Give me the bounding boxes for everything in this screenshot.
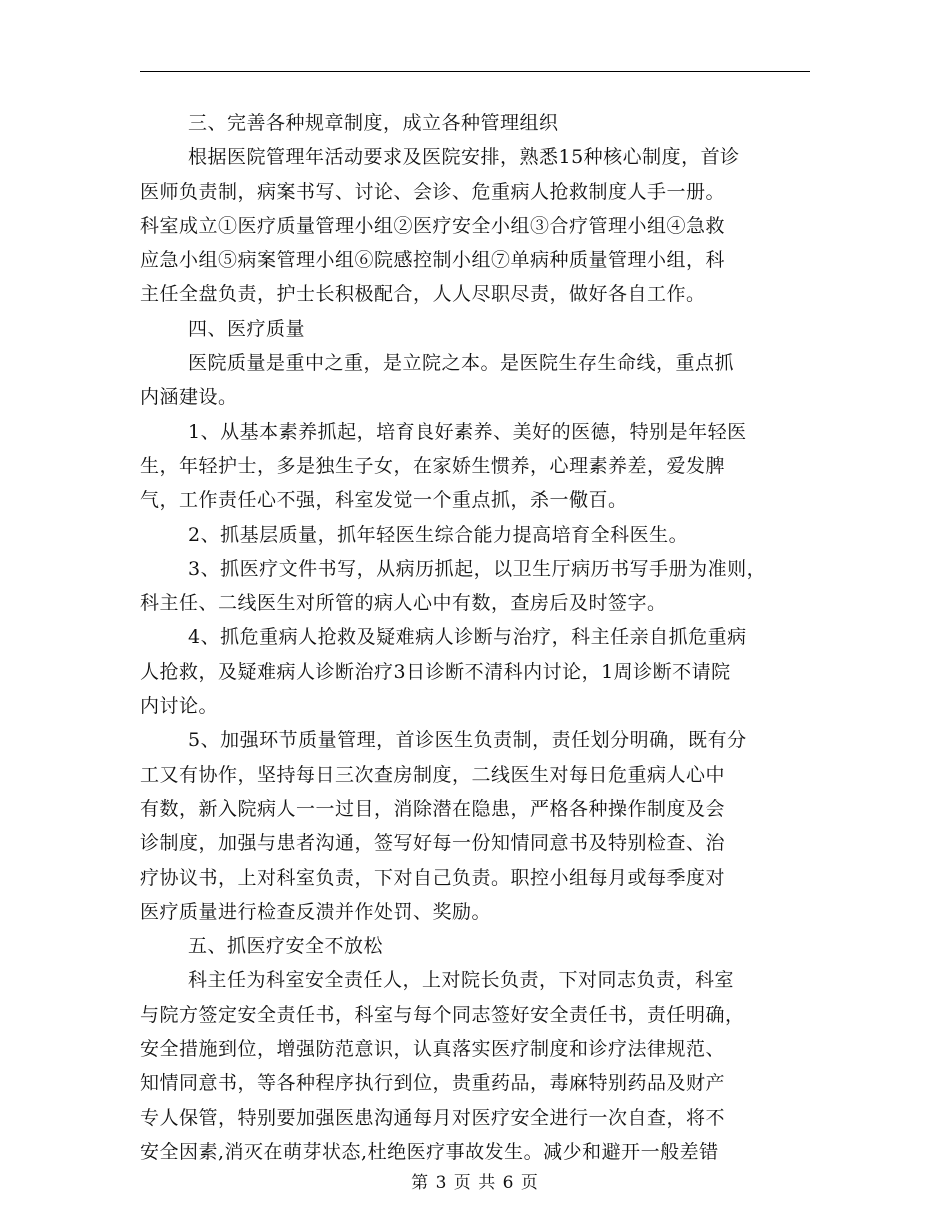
text-line: 医师负责制，病案书写、讨论、会诊、危重病人抢救制度人手一册。 bbox=[140, 180, 726, 203]
text-line: 根据医院管理年活动要求及医院安排，熟悉15种核心制度，首诊 bbox=[188, 146, 740, 169]
text-line: 科室成立①医疗质量管理小组②医疗安全小组③合疗管理小组④急救 bbox=[140, 214, 726, 237]
text-line: 应急小组⑤病案管理小组⑥院感控制小组⑦单病种质量管理小组，科 bbox=[140, 249, 726, 272]
text-line: 安全措施到位，增强防范意识，认真落实医疗制度和诊疗法律规范、 bbox=[140, 1038, 726, 1061]
text-line: 专人保管，特别要加强医患沟通每月对医疗安全进行一次自查，将不 bbox=[140, 1106, 726, 1129]
text-line: 科主任、二线医生对所管的病人心中有数，查房后及时签字。 bbox=[140, 592, 667, 615]
text-line: 疗协议书，上对科室负责，下对自己负责。职控小组每月或每季度对 bbox=[140, 866, 726, 889]
text-line: 医疗质量进行检查反溃并作处罚、奖励。 bbox=[140, 900, 492, 923]
text-line: 三、完善各种规章制度，成立各种管理组织 bbox=[188, 112, 559, 134]
text-line: 主任全盘负责，护士长积极配合，人人尽职尽责，做好各自工作。 bbox=[140, 283, 706, 306]
text-line: 内涵建设。 bbox=[140, 386, 238, 409]
text-line: 气，工作责任心不强，科室发觉一个重点抓，杀一儆百。 bbox=[140, 489, 628, 512]
text-line: 5、加强环节质量管理，首诊医生负责制，责任划分明确，既有分 bbox=[188, 729, 747, 752]
text-line: 人抢救，及疑难病人诊断治疗3日诊断不清科内讨论，1周诊断不请院 bbox=[140, 660, 731, 683]
text-line: 与院方签定安全责任书，科室与每个同志签好安全责任书，责任明确， bbox=[140, 1003, 745, 1026]
text-line: 知情同意书，等各种程序执行到位，贵重药品，毒麻特别药品及财产 bbox=[140, 1072, 726, 1095]
text-line: 2、抓基层质量，抓年轻医生综合能力提高培育全科医生。 bbox=[188, 523, 689, 546]
text-line: 医院质量是重中之重，是立院之本。是医院生存生命线，重点抓 bbox=[188, 352, 735, 375]
text-line: 五、抓医疗安全不放松 bbox=[188, 935, 384, 958]
text-line: 安全因素,消灭在萌芽状态,杜绝医疗事故发生。减少和避开一般差错 bbox=[140, 1140, 719, 1163]
text-line: 工又有协作，坚持每日三次查房制度，二线医生对每日危重病人心中 bbox=[140, 763, 726, 786]
document-body bbox=[140, 106, 810, 1169]
text-line: 1、从基本素养抓起，培育良好素养、美好的医德，特别是年轻医 bbox=[188, 420, 747, 443]
text-line: 诊制度，加强与患者沟通，签写好每一份知情同意书及特别检查、治 bbox=[140, 832, 726, 855]
text-line: 内讨论。 bbox=[140, 695, 219, 718]
text-line: 生，年轻护士，多是独生子女，在家娇生惯养，心理素养差，爱发脾 bbox=[140, 454, 726, 477]
page-footer: 第 3 页 共 6 页 bbox=[411, 1173, 539, 1193]
header-rule bbox=[140, 71, 810, 72]
text-line: 3、抓医疗文件书写，从病历抓起，以卫生厅病历书写手册为准则， bbox=[188, 557, 767, 580]
text-line: 有数，新入院病人一一过目，消除潜在隐患，严格各种操作制度及会 bbox=[140, 797, 726, 820]
text-line: 4、抓危重病人抢救及疑难病人诊断与治疗，科主任亲自抓危重病 bbox=[188, 626, 747, 649]
text-line: 四、医疗质量 bbox=[188, 317, 306, 340]
text-line: 科主任为科室安全责任人，上对院长负责，下对同志负责，科室 bbox=[188, 969, 735, 992]
